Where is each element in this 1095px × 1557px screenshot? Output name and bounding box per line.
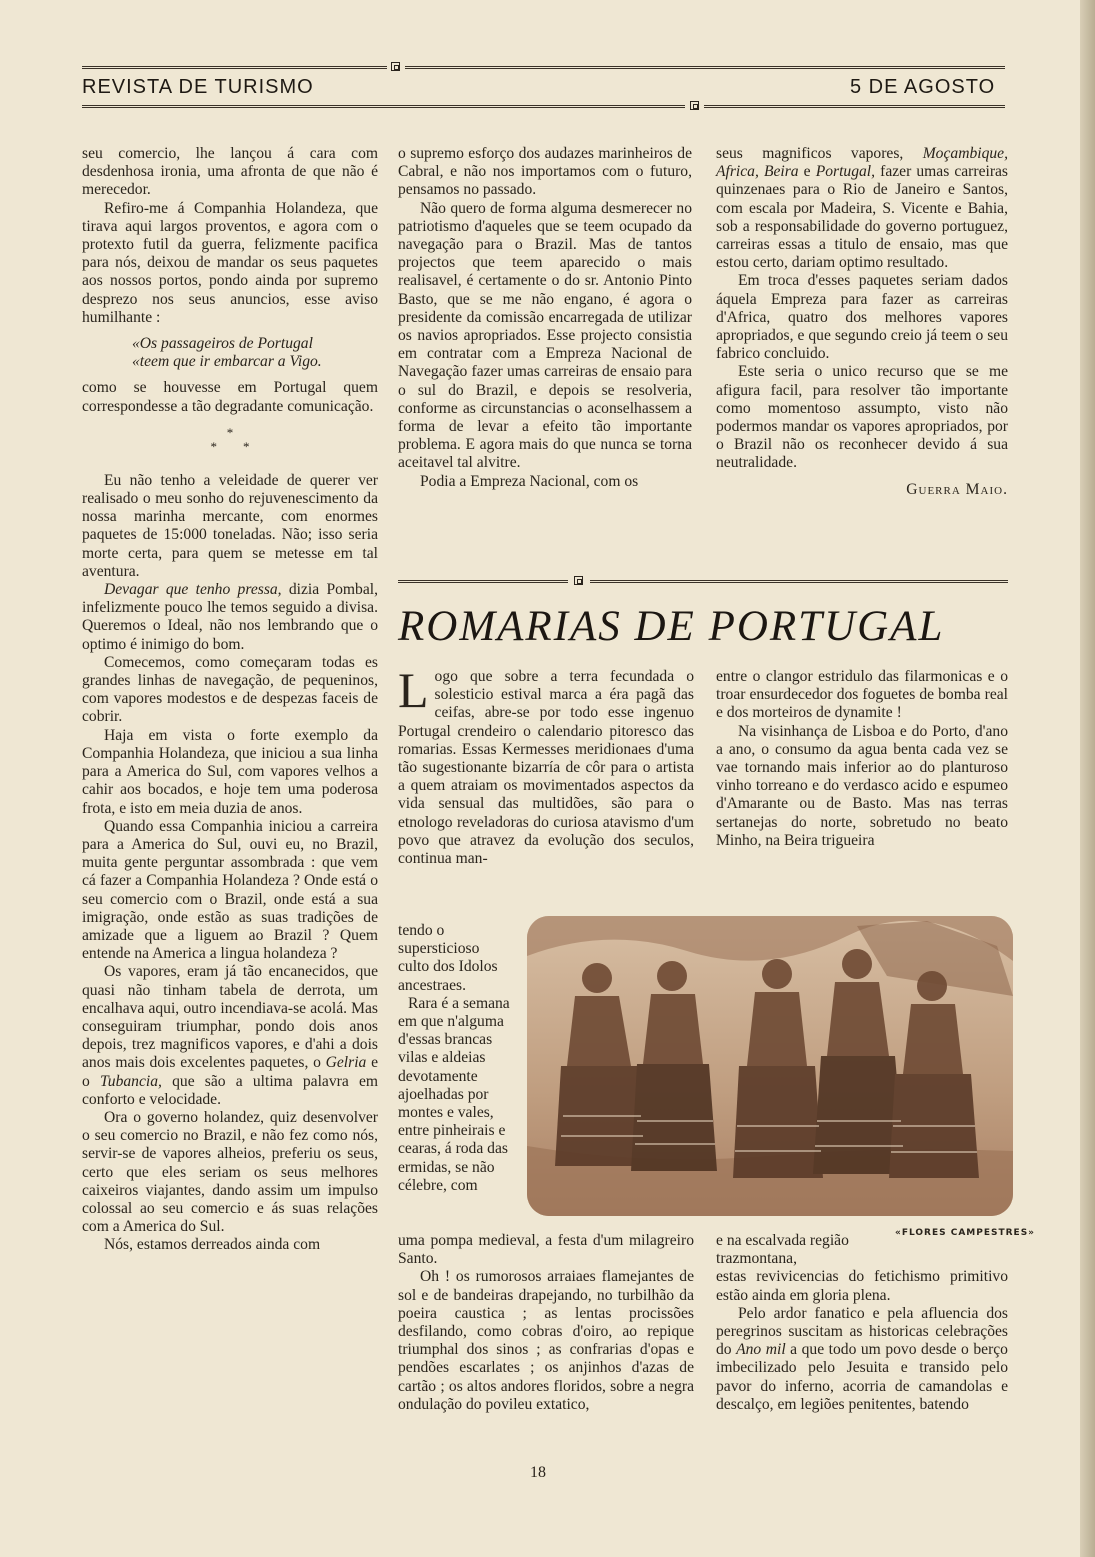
col2-paragraph: Não quero de forma alguma desmerecer no patriotismo d'aqueles que se teem ocupado da navegação para o Brazil. Mas de tantos projectos que teem aparecido o mais realisavel, é certamente o do sr. Antonio Pinto Basto, que se me não engano, é agora o presidente da comissão encarregada de utilizar os navios apropriados. Esse projecto consistia em contratar com a Empreza Nacional de Navegação fazer umas carreiras de ensaio para o sul do Brazil, e depois se resolveria, conforme as circunstancias o aconselhassem a forma de levar a efeito tão importante problema. E agora mais do que nunca se torna aceitavel tal alvitre.	[398, 199, 692, 472]
article-title: ROMARIAS DE PORTUGAL	[398, 603, 945, 650]
article-paragraph: Na visinhança de Lisboa e do Porto, d'ano a ano, o consumo da agua benta cada vez se vae tornando mais inferior ao do planturoso vinho torreano e do verdasco acido e espumeo d'Amarante ou de Basto. Mas nas terras sertanejas do norte, sobretudo no beato Minho, na Beira trigueira	[716, 722, 1008, 849]
article-paragraph: estas revivicencias do fetichismo primitivo estão ainda em gloria plena.	[716, 1268, 1008, 1304]
folk-women-photograph	[527, 916, 1013, 1216]
col3-paragraph: Este seria o unico recurso que se me afigura facil, para resolver tão importante como momentoso assumpto, visto não podermos mandar os vapores apropriados, por o Brazil não os reconhecer devido á sua neutralidade.	[716, 363, 1008, 472]
col1-text: dizia Pombal, infelizmente pouco lhe temos seguido a divisa. Queremos o Ideal, não nos lembrando que o optimo é inimigo do bom.	[82, 581, 378, 653]
header-title: REVISTA DE TURISMO	[82, 76, 314, 98]
col3-text: fazer umas carreiras quinzenaes para o Rio de Janeiro e Santos, com escala por Madeira, S. Vicente e Bahia, sob a responsabilidade do governo portuguez, carreiras essas a titulo de ensaio, mas que estou certo, dariam optimo resultado.	[716, 163, 1009, 272]
top-rule-right	[405, 66, 1005, 69]
article-text: Pelo ardor fanatico e pela afluencia dos peregrinos suscitam as historicas celebrações do	[716, 1304, 1008, 1359]
ship-name: Tubancia,	[99, 1072, 162, 1090]
col2-paragraph: o supremo esforço dos audazes marinheiros de Cabral, e não nos importamos com o futuro, pensamos no passado.	[398, 145, 692, 199]
col1-paragraph: Comecemos, como começaram todas es grandes linhas de navegação, de pequeninos, com vapores modestos e de despezas faceis de cobrir.	[82, 653, 378, 726]
col1-paragraph	[82, 581, 378, 654]
header-rule-right	[704, 105, 1005, 108]
col1-paragraph: Nós, estamos derreados ainda com	[104, 1236, 321, 1254]
header-date: 5 DE AGOSTO	[850, 76, 996, 98]
ship-name: Gelria	[325, 1054, 367, 1072]
col1-text: e o	[82, 1054, 378, 1090]
col1-paragraph: como se houvesse em Portugal quem correspondesse a tão degradante comunicação.	[82, 379, 378, 415]
article-column-a	[398, 662, 694, 868]
article-paragraph: tendo o supersticioso culto dos Idolos ancestraes.	[398, 922, 498, 994]
header-rule-left	[82, 105, 685, 108]
column-3	[716, 145, 1008, 499]
article-paragraph	[398, 662, 694, 868]
article-text: a que todo um povo desde o berço imbecilizado pelo Jesuita e transido pelo pavor do inferno, acorria de camandolas e descalço, em legiões penitentes, batendo	[716, 1341, 1008, 1413]
ship-name: Portugal,	[815, 163, 876, 181]
header-ornament-bottom	[690, 101, 699, 110]
col1-paragraph: Ora o governo holandez, quiz desenvolver o seu comercio no Brazil, e não fez como nós, servir-se de vapores alheios, preferiu os seus, certo que eles seriam os seus melhores caixeiros viajantes, dando assim um impulso colossal ao seu comercio e ás suas relações com a America do Sul.	[82, 1108, 378, 1236]
col2-paragraph: Podia a Empreza Nacional, com os	[420, 472, 639, 490]
author-signature: Guerra Maio.	[906, 480, 1008, 498]
article-paragraph: entre o clangor estridulo das filarmonicas e o troar ensurdecedor dos foguetes de bomba real e dos morteiros de dynamite !	[716, 668, 1008, 722]
col1-text: que são a ultima palavra em conforto e velocidade.	[82, 1072, 378, 1108]
article-paragraph: uma pompa medieval, a festa d'um milagreiro Santo.	[398, 1232, 694, 1268]
ano-mil-italic: Ano mil	[736, 1341, 786, 1359]
col3-text: e	[798, 163, 816, 181]
column-1	[82, 145, 378, 1255]
article-paragraph: e na escalvada região trazmontana,	[716, 1232, 849, 1268]
col1-paragraph: Refiro-me á Companhia Holandeza, que tirava aqui largos proventos, e agora com o protexto futil da guerra, felizmente pacifica para nós, deixou de mandar os seus paquetes aos nossos portos, pondo ainda por supremo desprezo nos seus anuncios, esse aviso humilhante :	[82, 199, 378, 326]
col1-paragraph: Quando essa Companhia iniciou a carreira para a America do Sul, ouvi eu, no Brazil, muita gente perguntar assombrada : que vem cá fazer a Companhia Holandeza ? Onde está o seu comercio com o Brazil, onde está a sua imigração, onde estão as suas tradições de amizade que a liguem ao Brazil ? Quem entende na America a lingua holandeza ?	[82, 817, 378, 963]
col3-text: seus magnificos vapores,	[716, 145, 923, 162]
col1-paragraph: Haja em vista o forte exemplo da Companhia Holandeza, que iniciou a sua linha para a America do Sul, com vapores velhos a cahir aos bocados, e hoje tem uma poderosa frota, e isto em meia duzia de anos.	[82, 726, 378, 817]
page-edge	[1080, 0, 1095, 1557]
photograph-illustration	[527, 916, 1013, 1216]
col1-paragraph: Eu não tenho a veleidade de querer ver realisado o meu sonho do rejuvenescimento da nossa marinha mercante, com enormes paquetes de 15:000 toneladas. Não; isso seria morte certa, para quem se metesse em tal aventura.	[82, 471, 378, 580]
header-ornament-top	[391, 62, 400, 71]
article-paragraph: Oh ! os rumorosos arraiaes flamejantes de sol e de bandeiras drapejando, no turbilhão da poeira caustica ; as lentas procissões desfilando, como cobras d'oiro, ao repique triumphal dos sinos ; as confrarias d'opas e pendões escarlates ; os anjinhos d'azas de cartão ; os altos andores floridos, sobre a negra ondulação do povileu extatico,	[398, 1268, 694, 1413]
page-number: 18	[530, 1464, 546, 1481]
article-column-b-lower	[716, 1232, 1008, 1414]
article-column-b	[716, 668, 1008, 850]
article-column-a-lower	[398, 1232, 694, 1414]
section-rule-left	[398, 580, 568, 583]
column-2	[398, 145, 692, 491]
article-paragraph	[716, 1305, 1008, 1414]
section-rule-right	[590, 580, 1008, 583]
article-text: ogo que sobre a terra fecundada o solesticio estival marca a éra pagã das ceifas, abre-se por todo esse ingenuo Portugal crendeiro o calendario pitoresco das romarias. Essas Kermesses meridionaes d'uma tão sugestionante bizarría de côr para o artista a quem atraiam os movimentados aspectos da vida sensual das multidões, são para o etnologo reveladoras do curiosa atavismo d'um povo que atravez da evolução dos seculos, continua man-	[398, 668, 694, 868]
col1-text: Os vapores, eram já tão encanecidos, que quasi não tinham tabela de derrota, um encalhava aqui, outro incendiava-se acolá. Mas conseguiram triumphar, pondo dois anos depois, trez magnificos vapores, e d'ahi a dois anos mais dois excelentes paquetes, o	[82, 963, 378, 1072]
motto-italic: Devagar que tenho pressa,	[104, 581, 282, 599]
top-rule-left	[82, 66, 387, 69]
article-paragraph: Rara é a semana em que n'alguma d'essas brancas vilas e aldeias devotamente ajoelhadas por montes e vales, entre pinheirais e cearas, á roda das ermidas, se não célebre, com	[398, 994, 510, 1194]
section-ornament	[574, 576, 583, 585]
photo-caption: «FLORES CAMPESTRES»	[895, 1228, 1035, 1238]
article-narrow-column	[398, 922, 512, 1195]
col1-paragraph	[82, 963, 378, 1109]
quote-line-2: «teem que ir embarcar a Vigo.	[132, 353, 322, 371]
col1-paragraph: seu comercio, lhe lançou á cara com desdenhosa ironia, uma afronta de que não é merecedor.	[82, 145, 378, 199]
ship-names: Moçambique, Africa, Beira	[716, 145, 1008, 181]
quote-line-1: «Os passageiros de Portugal	[132, 335, 313, 353]
col3-paragraph: Em troca d'esses paquetes seriam dados áquela Empreza para fazer as carreiras d'Africa, quatro dos melhores vapores apropriados, e que segundo creio já teem o seu fabrico concluido.	[716, 272, 1008, 363]
drop-cap: L	[398, 662, 429, 718]
section-divider-stars: * * *	[210, 424, 250, 454]
col3-paragraph	[716, 145, 1008, 272]
